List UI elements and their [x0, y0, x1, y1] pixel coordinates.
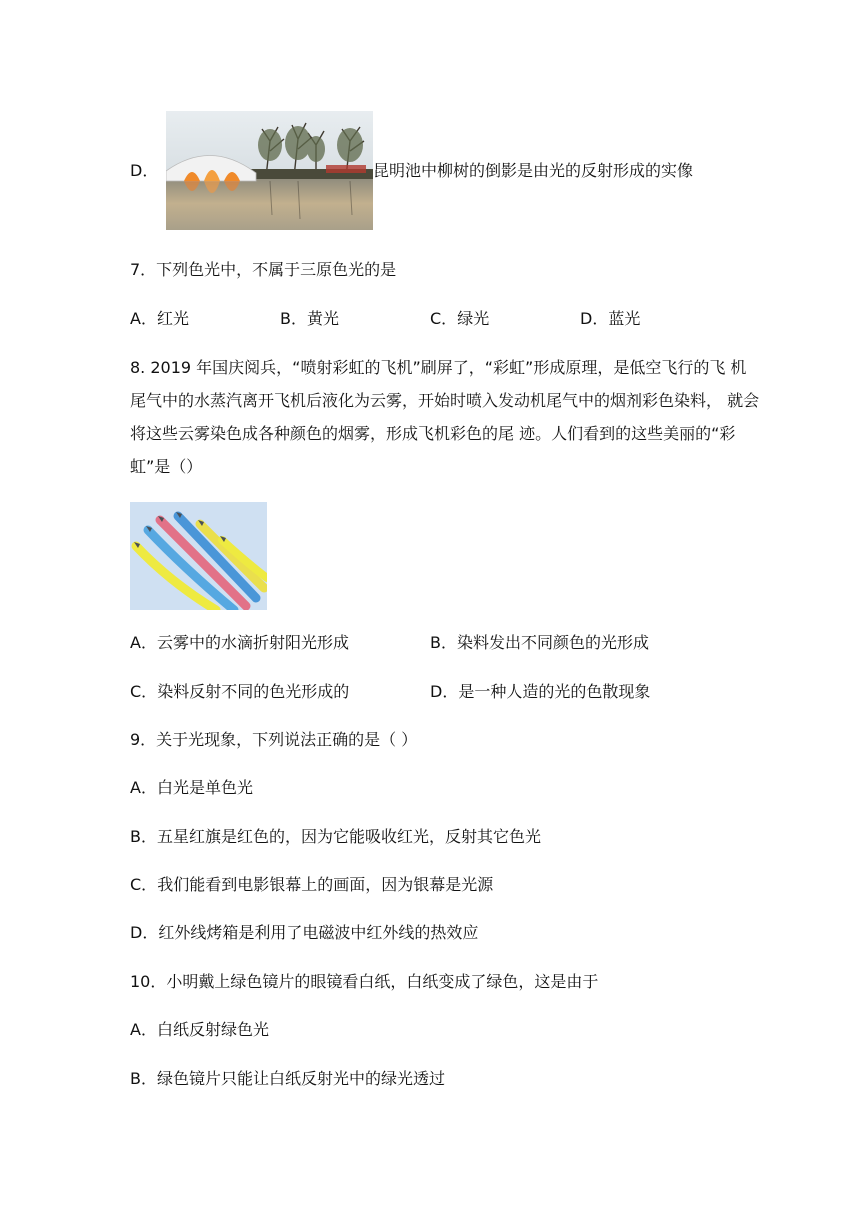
q10-option-b — [130, 1068, 445, 1090]
q9-option-c — [130, 874, 493, 896]
option-text: 白纸反射绿色光 — [156, 1020, 269, 1039]
q8-stem-line-2: 尾气中的水蒸汽离开飞机后液化为云雾，开始时喷入发动机尾气中的烟剂彩色染料， 就会 — [130, 391, 760, 410]
option-text: 白光是单色光 — [156, 778, 253, 797]
option-text: 是一种人造的光的色散现象 — [458, 682, 651, 701]
q8-option-c — [130, 681, 349, 703]
q8-option-b — [430, 632, 649, 654]
rainbow-jets-photo — [130, 502, 267, 610]
option-letter: A． — [130, 309, 157, 328]
option-letter: A． — [130, 1020, 157, 1039]
q8-stem-line-4: 虹”是（） — [130, 457, 203, 476]
option-text: 蓝光 — [608, 309, 641, 328]
bridge-reflection-illustration — [166, 111, 373, 230]
q10-option-a — [130, 1019, 269, 1041]
option-letter: A． — [130, 633, 157, 652]
q9-stem: 9．关于光现象，下列说法正确的是（ ） — [130, 730, 418, 749]
option-text: 染料反射不同的色光形成的 — [157, 682, 350, 701]
option-letter: B． — [130, 827, 157, 846]
option-text: 云雾中的水滴折射阳光形成 — [156, 633, 349, 652]
kunming-lake-bridge-photo — [166, 111, 373, 230]
q8-stem-line-3: 将这些云雾染色成各种颜色的烟雾，形成飞机彩色的尾 迹。人们看到的这些美丽的“彩 — [130, 424, 736, 443]
option-letter: B． — [280, 309, 307, 328]
q7-option-b — [280, 308, 339, 330]
q10-stem: 10．小明戴上绿色镜片的眼镜看白纸，白纸变成了绿色，这是由于 — [130, 972, 599, 991]
q9-option-a — [130, 777, 253, 799]
option-letter: D． — [580, 309, 609, 328]
option-text: 绿光 — [457, 309, 490, 328]
option-letter: C． — [130, 875, 158, 894]
option-text: 我们能看到电影银幕上的画面，因为银幕是光源 — [157, 875, 494, 894]
q9-option-d — [130, 922, 478, 944]
option-letter: B． — [130, 1069, 157, 1088]
option-letter: B． — [430, 633, 457, 652]
q7-option-a — [130, 308, 189, 330]
q7-option-d — [580, 308, 640, 330]
q8-stem-line-1: 8. 2019 年国庆阅兵，“喷射彩虹的飞机”刷屏了，“彩虹”形成原理，是低空飞行的飞 机 — [130, 358, 747, 377]
option-text: 红外线烤箱是利用了电磁波中红外线的热效应 — [158, 923, 479, 942]
option-text: 红光 — [156, 309, 189, 328]
option-letter: C． — [130, 682, 158, 701]
option-letter: A． — [130, 778, 157, 797]
q8-option-a — [130, 632, 349, 654]
q9-option-b — [130, 826, 541, 848]
option-letter: D． — [430, 682, 459, 701]
option-letter: D． — [130, 923, 159, 942]
option-text: 黄光 — [306, 309, 339, 328]
q7-option-c — [430, 308, 489, 330]
option-text: 绿色镜片只能让白纸反射光中的绿光透过 — [156, 1069, 445, 1088]
q8-option-d — [430, 681, 650, 703]
q6-option-d-text: 昆明池中柳树的倒影是由光的反射形成的实像 — [373, 161, 694, 180]
q7-stem: 7．下列色光中，不属于三原色光的是 — [130, 260, 397, 279]
option-text: 染料发出不同颜色的光形成 — [456, 633, 649, 652]
jets-smoke-illustration — [130, 502, 267, 610]
option-text: 五星红旗是红色的，因为它能吸收红光，反射其它色光 — [156, 827, 541, 846]
option-letter: C． — [430, 309, 458, 328]
q6-option-d-letter: D． — [130, 161, 159, 180]
